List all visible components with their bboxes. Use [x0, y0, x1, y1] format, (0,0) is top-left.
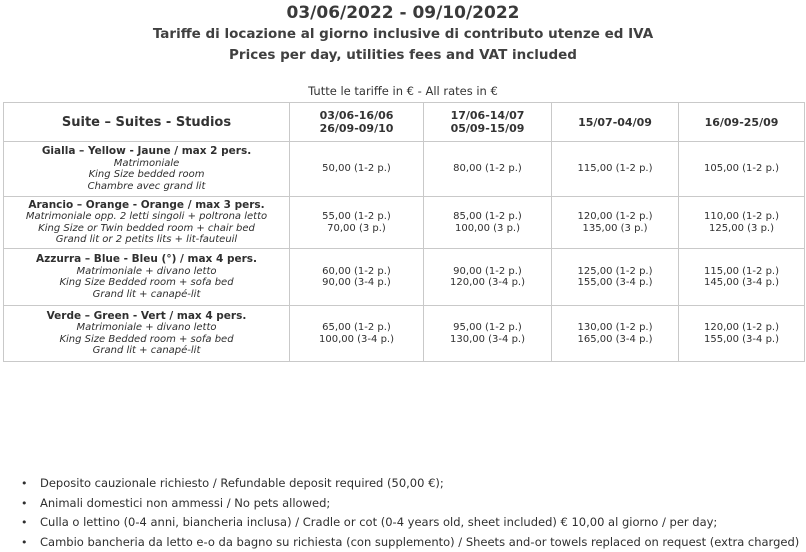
list-item: • Culla o lettino (0-4 anni, biancheria inclusa) / Cradle or cot (0-4 years old, sheet included) € 10,00 al giorno / per day; [0, 513, 806, 533]
price-value: 95,00 (1-2 p.) [453, 322, 522, 333]
page-header [0, 0, 806, 66]
table-row [4, 197, 805, 249]
price-value: 155,00 (3-4 p.) [577, 277, 653, 288]
price-value: 110,00 (1-2 p.) [703, 211, 779, 222]
policy-list [0, 474, 806, 552]
list-item: • Deposito cauzionale richiesto / Refundable deposit required (50,00 €); [0, 474, 806, 494]
price-value: 145,00 (3-4 p.) [703, 277, 779, 288]
page-title: 03/06/2022 - 09/10/2022 [286, 3, 520, 23]
suite-description: Matrimoniale + divano letto [76, 322, 217, 333]
suite-cell [4, 249, 290, 306]
suite-description: Matrimoniale opp. 2 letti singoli + poltrona letto [25, 211, 268, 222]
price-value: 100,00 (3-4 p.) [318, 333, 394, 345]
price-value: 120,00 (1-2 p.) [577, 211, 653, 222]
price-value: 120,00 (3-4 p.) [449, 277, 525, 288]
price-value: 115,00 (1-2 p.) [577, 163, 653, 175]
suite-name: Arancio – Orange - Orange / max 3 pers. [28, 198, 265, 211]
table-row [4, 249, 805, 306]
price-value: 65,00 (1-2 p.) [322, 322, 391, 333]
suite-description: Chambre avec grand lit [87, 180, 206, 192]
price-cell [424, 249, 552, 306]
price-value: 55,00 (1-2 p.) [322, 211, 391, 222]
list-item: • Cambio bancheria da letto e-o da bagno su richiesta (con supplemento) / Sheets and-or towels replaced on request (extra charged) [0, 533, 806, 552]
suite-cell [4, 306, 290, 362]
suite-name: Azzurra – Blue - Bleu (°) / max 4 pers. [35, 253, 257, 265]
price-cell [290, 142, 424, 197]
price-cell [679, 306, 805, 362]
column-header-suite [4, 103, 290, 142]
suite-description: Grand lit or 2 petits lits + lit-fauteuil [55, 234, 238, 245]
price-value: 125,00 (1-2 p.) [577, 265, 653, 277]
price-cell [290, 197, 424, 249]
price-value: 130,00 (3-4 p.) [449, 333, 525, 345]
price-cell [552, 306, 679, 362]
price-cell [290, 306, 424, 362]
price-value: 50,00 (1-2 p.) [322, 163, 391, 175]
price-value: 90,00 (1-2 p.) [453, 265, 522, 277]
suite-description: King Size Bedded room + sofa bed [59, 277, 234, 288]
subtitle-italian: Tariffe di locazione al giorno inclusive di contributo utenze ed IVA [152, 26, 654, 42]
subtitle-english: Prices per day, utilities fees and VAT included [229, 47, 577, 63]
price-value: 155,00 (3-4 p.) [703, 333, 779, 345]
suite-description: Matrimoniale [113, 157, 180, 169]
price-value: 125,00 (3 p.) [708, 222, 775, 234]
price-value: 90,00 (3-4 p.) [322, 277, 391, 288]
price-value: 130,00 (1-2 p.) [577, 322, 653, 333]
suite-description: King Size or Twin bedded room + chair bed [38, 222, 255, 234]
column-header-period-3 [552, 103, 679, 142]
table-row [4, 142, 805, 197]
price-cell [424, 197, 552, 249]
suite-description: King Size bedded room [88, 169, 205, 180]
suite-cell [4, 142, 290, 197]
suite-description: Grand lit + canapé-lit [92, 288, 201, 300]
header-line: 26/09-09/10 [319, 122, 394, 135]
header-line: 17/06-14/07 [450, 109, 525, 122]
rates-currency-note: Tutte le tariffe in € - All rates in € [308, 84, 498, 98]
rates-table [3, 102, 805, 362]
price-value: 100,00 (3 p.) [454, 222, 521, 234]
suite-description: Grand lit + canapé-lit [92, 345, 201, 356]
price-cell [679, 197, 805, 249]
suite-name: Verde – Green - Vert / max 4 pers. [46, 309, 247, 322]
suite-cell [4, 197, 290, 249]
column-header-period-4 [679, 103, 805, 142]
price-cell [552, 142, 679, 197]
header-line: Suite – Suites - Studios [61, 114, 232, 130]
column-header-period-1 [290, 103, 424, 142]
rates-header-row [4, 103, 805, 142]
price-value: 115,00 (1-2 p.) [703, 265, 779, 277]
table-row [4, 306, 805, 362]
price-cell [679, 142, 805, 197]
header-line: 05/09-15/09 [450, 122, 525, 135]
suite-description: Matrimoniale + divano letto [76, 265, 217, 277]
price-value: 120,00 (1-2 p.) [703, 322, 779, 333]
price-value: 135,00 (3 p.) [582, 222, 648, 234]
price-cell [424, 142, 552, 197]
price-cell [552, 249, 679, 306]
column-header-period-2 [424, 103, 552, 142]
price-value: 60,00 (1-2 p.) [322, 265, 391, 277]
list-item: • Animali domestici non ammessi / No pets allowed; [0, 494, 806, 514]
price-cell [424, 306, 552, 362]
suite-name: Gialla – Yellow - Jaune / max 2 pers. [41, 145, 252, 157]
price-value: 80,00 (1-2 p.) [453, 163, 522, 175]
price-cell [679, 249, 805, 306]
suite-description: King Size Bedded room + sofa bed [59, 333, 234, 345]
price-value: 165,00 (3-4 p.) [577, 333, 653, 345]
price-cell [290, 249, 424, 306]
header-line: 16/09-25/09 [704, 115, 779, 129]
header-line: 15/07-04/09 [578, 115, 652, 129]
price-value: 70,00 (3 p.) [327, 222, 386, 234]
price-value: 105,00 (1-2 p.) [703, 163, 779, 175]
price-cell [552, 197, 679, 249]
price-value: 85,00 (1-2 p.) [453, 211, 522, 222]
header-line: 03/06-16/06 [319, 109, 394, 122]
